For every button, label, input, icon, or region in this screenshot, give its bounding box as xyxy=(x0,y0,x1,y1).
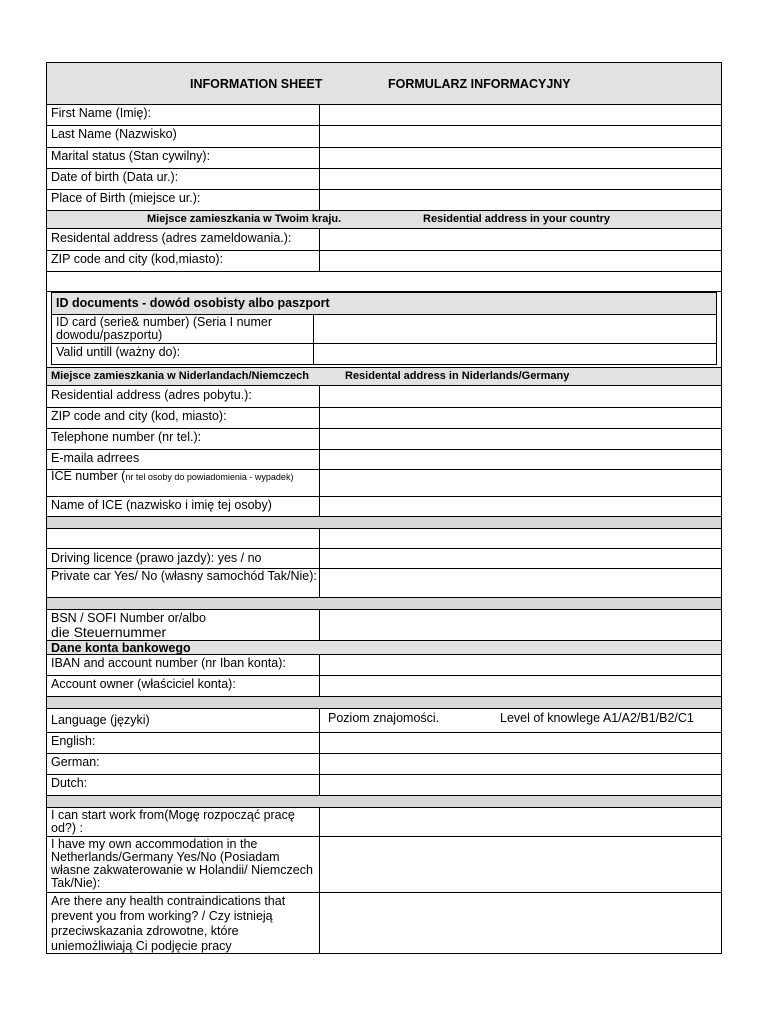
bank-account-title: Dane konta bankowego xyxy=(47,641,721,655)
first-name-label: First Name (Imię): xyxy=(47,105,320,125)
ice-number-label-main: ICE number ( xyxy=(51,470,126,483)
form-header xyxy=(47,63,721,105)
row-place-of-birth xyxy=(47,190,721,211)
id-documents-block xyxy=(47,292,721,368)
row-account-owner xyxy=(47,676,721,697)
bsn-sofi-label-line2: die Steuernummer xyxy=(51,624,167,640)
id-card-field[interactable] xyxy=(314,315,716,343)
languages-level-cell xyxy=(320,709,721,732)
account-owner-label: Account owner (właściciel konta): xyxy=(47,676,320,696)
blank-label xyxy=(47,529,320,548)
row-german xyxy=(47,754,721,775)
home-section-polish: Miejsce zamieszkania w Twoim kraju. xyxy=(147,213,342,225)
start-date-field[interactable] xyxy=(320,808,721,836)
information-sheet-form xyxy=(46,62,722,954)
bsn-sofi-label-line1: BSN / SOFI Number or/albo xyxy=(51,611,206,625)
home-address-label: Residental address (adres zameldowania.): xyxy=(47,229,320,250)
health-field[interactable] xyxy=(320,893,721,953)
row-health xyxy=(47,893,721,953)
row-blank xyxy=(47,529,721,549)
row-iban xyxy=(47,655,721,676)
gray-divider xyxy=(47,796,721,808)
row-last-name xyxy=(47,126,721,148)
ice-number-label-note: nr tel osoby do powiadomienia - wypadek) xyxy=(125,472,294,482)
row-date-of-birth xyxy=(47,169,721,190)
id-documents-table xyxy=(51,292,717,365)
row-home-zip xyxy=(47,251,721,272)
email-label: E-maila adrrees xyxy=(47,450,320,469)
private-car-label: Private car Yes/ No (własny samochód Tak/Nie): xyxy=(47,569,320,597)
marital-status-label: Marital status (Stan cywilny): xyxy=(47,148,320,168)
row-valid-until xyxy=(52,344,716,364)
marital-status-field[interactable] xyxy=(320,148,721,168)
telephone-label: Telephone number (nr tel.): xyxy=(47,429,320,449)
home-country-section-header xyxy=(47,211,721,229)
row-first-name xyxy=(47,105,721,126)
home-zip-field[interactable] xyxy=(320,251,721,271)
row-telephone xyxy=(47,429,721,450)
gray-divider xyxy=(47,697,721,709)
telephone-field[interactable] xyxy=(320,429,721,449)
nl-section-header xyxy=(47,368,721,386)
last-name-field[interactable] xyxy=(320,126,721,147)
nl-zip-label: ZIP code and city (kod, miasto): xyxy=(47,408,320,428)
row-nl-address xyxy=(47,386,721,408)
iban-label: IBAN and account number (nr Iban konta): xyxy=(47,655,320,675)
row-languages-header xyxy=(47,709,721,733)
email-field[interactable] xyxy=(320,450,721,469)
row-bsn-sofi xyxy=(47,610,721,641)
valid-until-label: Valid untill (ważny do): xyxy=(52,344,314,364)
gray-divider xyxy=(47,598,721,610)
last-name-label: Last Name (Nazwisko) xyxy=(47,126,320,147)
nl-address-label: Residential address (adres pobytu.): xyxy=(47,386,320,407)
row-dutch xyxy=(47,775,721,796)
account-owner-field[interactable] xyxy=(320,676,721,696)
id-card-label: ID card (serie& number) (Seria I numer dowodu/paszportu) xyxy=(52,315,314,343)
place-of-birth-label: Place of Birth (miejsce ur.): xyxy=(47,190,320,210)
level-label-polish: Poziom znajomości. xyxy=(328,711,440,725)
row-accommodation xyxy=(47,837,721,893)
spacer xyxy=(47,272,721,292)
row-id-card xyxy=(52,315,716,344)
home-address-field[interactable] xyxy=(320,229,721,250)
nl-section-polish: Miejsce zamieszkania w Niderlandach/Niemczech xyxy=(51,370,310,382)
id-documents-title: ID documents - dowód osobisty albo paszport xyxy=(52,293,716,315)
title-polish: FORMULARZ INFORMACYJNY xyxy=(388,77,571,91)
gray-divider xyxy=(47,517,721,529)
home-section-english: Residential address in your country xyxy=(423,213,611,225)
row-home-address xyxy=(47,229,721,251)
date-of-birth-field[interactable] xyxy=(320,169,721,189)
german-level-field[interactable] xyxy=(320,754,721,774)
english-level-field[interactable] xyxy=(320,733,721,753)
title-english: INFORMATION SHEET xyxy=(190,77,323,91)
row-email xyxy=(47,450,721,470)
health-label: Are there any health contraindications that prevent you from working? / Czy istnieją przeciwskazania zdrowotne, które uniemożliwiają Ci podjęcie pracy xyxy=(47,893,320,953)
home-zip-label: ZIP code and city (kod,miasto): xyxy=(47,251,320,271)
row-nl-zip xyxy=(47,408,721,429)
accommodation-field[interactable] xyxy=(320,837,721,892)
row-marital-status xyxy=(47,148,721,169)
row-ice-name xyxy=(47,497,721,517)
english-label: English: xyxy=(47,733,320,753)
row-private-car xyxy=(47,569,721,598)
german-label: German: xyxy=(47,754,320,774)
driving-licence-field[interactable] xyxy=(320,549,721,568)
ice-name-label: Name of ICE (nazwisko i imię tej osoby) xyxy=(47,497,320,516)
nl-zip-field[interactable] xyxy=(320,408,721,428)
nl-section-english: Residental address in Niderlands/Germany xyxy=(345,370,570,382)
row-english xyxy=(47,733,721,754)
start-date-label: I can start work from(Mogę rozpocząć pracę od?) : xyxy=(47,808,320,836)
place-of-birth-field[interactable] xyxy=(320,190,721,210)
bsn-sofi-label xyxy=(47,610,320,640)
row-start-date xyxy=(47,808,721,837)
dutch-level-field[interactable] xyxy=(320,775,721,795)
date-of-birth-label: Date of birth (Data ur.): xyxy=(47,169,320,189)
ice-number-field[interactable] xyxy=(320,470,721,496)
driving-licence-label: Driving licence (prawo jazdy): yes / no xyxy=(47,549,320,568)
valid-until-field[interactable] xyxy=(314,344,716,364)
languages-label: Language (języki) xyxy=(47,709,320,732)
accommodation-label: I have my own accommodation in the Netherlands/Germany Yes/No (Posiadam własne zakwaterowanie w Holandii/ Niemczech Tak/Nie): xyxy=(47,837,320,892)
ice-number-label xyxy=(47,470,320,496)
private-car-field[interactable] xyxy=(320,569,721,597)
ice-name-field[interactable] xyxy=(320,497,721,516)
iban-field[interactable] xyxy=(320,655,721,675)
blank-field[interactable] xyxy=(320,529,721,548)
row-driving-licence xyxy=(47,549,721,569)
dutch-label: Dutch: xyxy=(47,775,320,795)
level-label-english: Level of knowlege A1/A2/B1/B2/C1 xyxy=(500,711,694,725)
first-name-field[interactable] xyxy=(320,105,721,125)
nl-address-field[interactable] xyxy=(320,386,721,407)
row-ice-number xyxy=(47,470,721,497)
bsn-sofi-field[interactable] xyxy=(320,610,721,640)
